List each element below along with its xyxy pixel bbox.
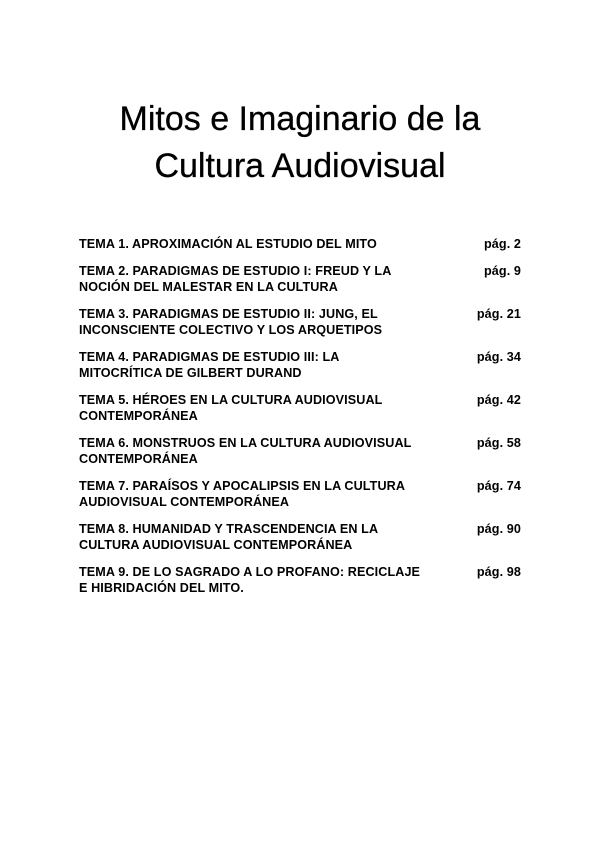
toc-entry-title-line: TEMA 7. PARAÍSOS Y APOCALIPSIS EN LA CULTURA xyxy=(79,479,406,493)
toc-entry-title xyxy=(79,263,464,295)
toc-entry-page-number: pág. 21 xyxy=(476,307,521,321)
toc-entry xyxy=(79,349,521,381)
toc-entry-title-line: CONTEMPORÁNEA xyxy=(79,409,198,423)
toc-entry-title xyxy=(79,349,464,381)
toc-entry-page-number: pág. 34 xyxy=(476,350,521,364)
toc-entry xyxy=(79,392,521,424)
toc-entry-page-number: pág. 42 xyxy=(476,393,521,407)
toc-entry-title xyxy=(79,478,464,510)
document-title-line: Cultura Audiovisual xyxy=(154,147,446,185)
toc-entry-title-line: TEMA 6. MONSTRUOS EN LA CULTURA AUDIOVISUAL xyxy=(79,436,412,450)
toc-entry-title xyxy=(79,564,464,596)
toc-entry-title-line: INCONSCIENTE COLECTIVO Y LOS ARQUETIPOS xyxy=(79,323,383,337)
document-title-line: Mitos e Imaginario de la xyxy=(119,100,481,138)
toc-entry-title-line: TEMA 2. PARADIGMAS DE ESTUDIO I: FREUD Y LA xyxy=(79,264,392,278)
toc-entry-title-line: TEMA 8. HUMANIDAD Y TRASCENDENCIA EN LA xyxy=(79,522,379,536)
toc-entry-title xyxy=(79,521,464,553)
toc-entry-page-number: pág. 9 xyxy=(484,264,521,278)
toc-entry-title-line: TEMA 3. PARADIGMAS DE ESTUDIO II: JUNG, EL xyxy=(79,307,378,321)
document-title xyxy=(0,96,600,190)
toc-entry-page-number: pág. 90 xyxy=(476,522,521,536)
toc-entry-title-line: CULTURA AUDIOVISUAL CONTEMPORÁNEA xyxy=(79,538,353,552)
toc-entry xyxy=(79,521,521,553)
toc-entry-title-line: AUDIOVISUAL CONTEMPORÁNEA xyxy=(79,495,290,509)
toc-entry xyxy=(79,306,521,338)
toc-entry-title-line: NOCIÓN DEL MALESTAR EN LA CULTURA xyxy=(79,280,338,294)
toc-entry xyxy=(79,263,521,295)
toc-entry-title-line: TEMA 4. PARADIGMAS DE ESTUDIO III: LA xyxy=(79,350,340,364)
toc-entry-title xyxy=(79,392,464,424)
toc-entry xyxy=(79,435,521,467)
toc-entry-title-line: E HIBRIDACIÓN DEL MITO. xyxy=(79,581,244,595)
toc-entry-title-line: TEMA 5. HÉROES EN LA CULTURA AUDIOVISUAL xyxy=(79,393,383,407)
toc-entry-title-line: TEMA 9. DE LO SAGRADO A LO PROFANO: RECICLAJE xyxy=(79,565,421,579)
toc-entry xyxy=(79,236,521,252)
toc-entry xyxy=(79,478,521,510)
toc-entry-title-line: CONTEMPORÁNEA xyxy=(79,452,198,466)
toc-entry-title xyxy=(79,435,464,467)
toc-entry-title-line: MITOCRÍTICA DE GILBERT DURAND xyxy=(79,366,302,380)
table-of-contents xyxy=(79,236,521,596)
toc-entry-page-number: pág. 74 xyxy=(476,479,521,493)
toc-entry xyxy=(79,564,521,596)
toc-entry-title-line: TEMA 1. APROXIMACIÓN AL ESTUDIO DEL MITO xyxy=(79,237,377,251)
toc-entry-title xyxy=(79,236,464,252)
toc-entry-page-number: pág. 58 xyxy=(476,436,521,450)
toc-entry-page-number: pág. 2 xyxy=(484,237,521,251)
toc-entry-page-number: pág. 98 xyxy=(476,565,521,579)
toc-entry-title xyxy=(79,306,464,338)
